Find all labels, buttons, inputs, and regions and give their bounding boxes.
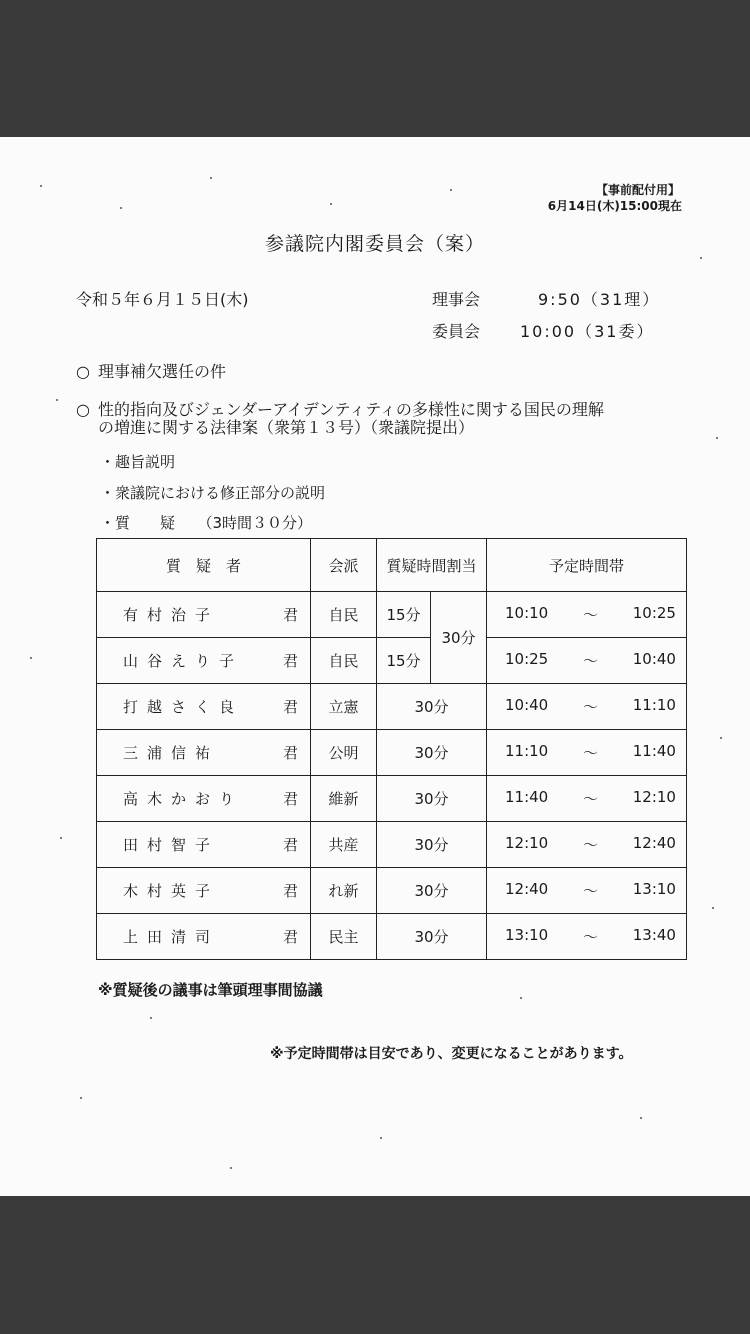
questioner-cell [97,776,311,822]
distribution-tag: 【事前配付用】 [595,183,680,197]
table-header-row [97,539,687,592]
top-dark-bar [0,0,750,137]
subitem-purpose: ・趣旨説明 [100,453,176,471]
bottom-dark-bar [0,1196,750,1334]
footnote-proceedings: ※質疑後の議事は筆頭理事間協議 [98,981,323,999]
table-row [97,914,687,960]
party-cell: 民主 [311,914,377,960]
start-time: 11:10 [505,742,549,760]
question-schedule-table [96,538,687,960]
end-time: 13:40 [632,926,676,944]
alloc-cell: 15分 [377,638,431,684]
subitem-amendment: ・衆議院における修正部分の説明 [100,484,326,502]
circle-mark: ○ [76,400,90,419]
honorific: 君 [282,928,298,946]
questioner-name: 木村英子 [123,882,220,900]
questioner-cell [97,914,311,960]
questioner-cell [97,684,311,730]
questioner-name: 有村治子 [123,606,220,624]
questioner-name: 高木かおり [123,790,244,808]
start-time: 10:25 [505,650,549,668]
questioner-cell [97,730,311,776]
table-row [97,776,687,822]
tilde: ～ [582,744,598,762]
subitem-questions: ・質 疑 （3時間３０分） [100,514,313,532]
questioner-name: 田村智子 [123,836,220,854]
merged-alloc-cell: 30分 [431,592,487,684]
alloc-cell: 30分 [377,822,487,868]
honorific: 君 [282,606,298,624]
tilde: ～ [582,928,598,946]
alloc-cell: 30分 [377,776,487,822]
table-row [97,868,687,914]
agenda-item-text: 理事補欠選任の件 [98,362,227,381]
honorific: 君 [282,744,298,762]
questioner-name: 上田清司 [123,928,220,946]
party-cell: れ新 [311,868,377,914]
alloc-cell: 15分 [377,592,431,638]
tilde: ～ [582,836,598,854]
questioner-name: 三浦信祐 [123,744,220,762]
end-time: 10:25 [632,604,676,622]
end-time: 10:40 [632,650,676,668]
tilde: ～ [582,698,598,716]
agenda-item-text: 性的指向及びジェンダーアイデンティティの多様性に関する国民の理解 [98,400,604,419]
meeting-date: 令和５年６月１５日(木) [76,290,249,309]
timeslot-cell [487,638,687,684]
party-cell: 自民 [311,638,377,684]
end-time: 11:10 [632,696,676,714]
timeslot-cell [487,730,687,776]
footnote-timeslot: ※予定時間帯は目安であり、変更になることがあります。 [270,1046,633,1062]
alloc-cell: 30分 [377,868,487,914]
start-time: 12:10 [505,834,549,852]
schedule-time-committee: 10:00（31委） [520,322,655,341]
table-row [97,684,687,730]
start-time: 10:10 [505,604,549,622]
schedule-label-committee: 委員会 [432,322,481,341]
end-time: 12:10 [632,788,676,806]
questioner-cell [97,868,311,914]
table-row [97,730,687,776]
questioner-name: 打越さく良 [123,698,244,716]
tilde: ～ [582,606,598,624]
document-page [0,137,750,1196]
party-cell: 維新 [311,776,377,822]
honorific: 君 [282,790,298,808]
schedule-time-board: 9:50（31理） [538,290,661,309]
alloc-cell: 30分 [377,730,487,776]
end-time: 11:40 [632,742,676,760]
honorific: 君 [282,698,298,716]
header-allocation: 質疑時間割当 [377,539,487,592]
timeslot-cell [487,868,687,914]
start-time: 11:40 [505,788,549,806]
party-cell: 立憲 [311,684,377,730]
tilde: ～ [582,790,598,808]
table-row [97,822,687,868]
header-timeslot: 予定時間帯 [487,539,687,592]
as-of-timestamp: 6月14日(木)15:00現在 [547,199,682,213]
end-time: 13:10 [632,880,676,898]
party-cell: 共産 [311,822,377,868]
timeslot-cell [487,822,687,868]
agenda-item-1 [76,359,226,382]
schedule-label-board: 理事会 [432,290,481,309]
honorific: 君 [282,882,298,900]
timeslot-cell [487,776,687,822]
header-party: 会派 [311,539,377,592]
alloc-cell: 30分 [377,684,487,730]
questioner-cell [97,822,311,868]
party-cell: 自民 [311,592,377,638]
table-row [97,592,687,638]
questioner-cell [97,592,311,638]
tilde: ～ [582,882,598,900]
agenda-item-2-cont: の増進に関する法律案（衆第１３号）（衆議院提出） [98,418,475,437]
honorific: 君 [282,836,298,854]
start-time: 10:40 [505,696,549,714]
timeslot-cell [487,914,687,960]
document-title: 参議院内閣委員会（案） [264,233,485,255]
honorific: 君 [282,652,298,670]
alloc-cell: 30分 [377,914,487,960]
table-row [97,638,687,684]
end-time: 12:40 [632,834,676,852]
start-time: 13:10 [505,926,549,944]
party-cell: 公明 [311,730,377,776]
circle-mark: ○ [76,362,90,381]
timeslot-cell [487,684,687,730]
questioner-name: 山谷えり子 [123,652,244,670]
timeslot-cell [487,592,687,638]
header-questioner: 質 疑 者 [97,539,311,592]
questioner-cell [97,638,311,684]
start-time: 12:40 [505,880,549,898]
tilde: ～ [582,652,598,670]
